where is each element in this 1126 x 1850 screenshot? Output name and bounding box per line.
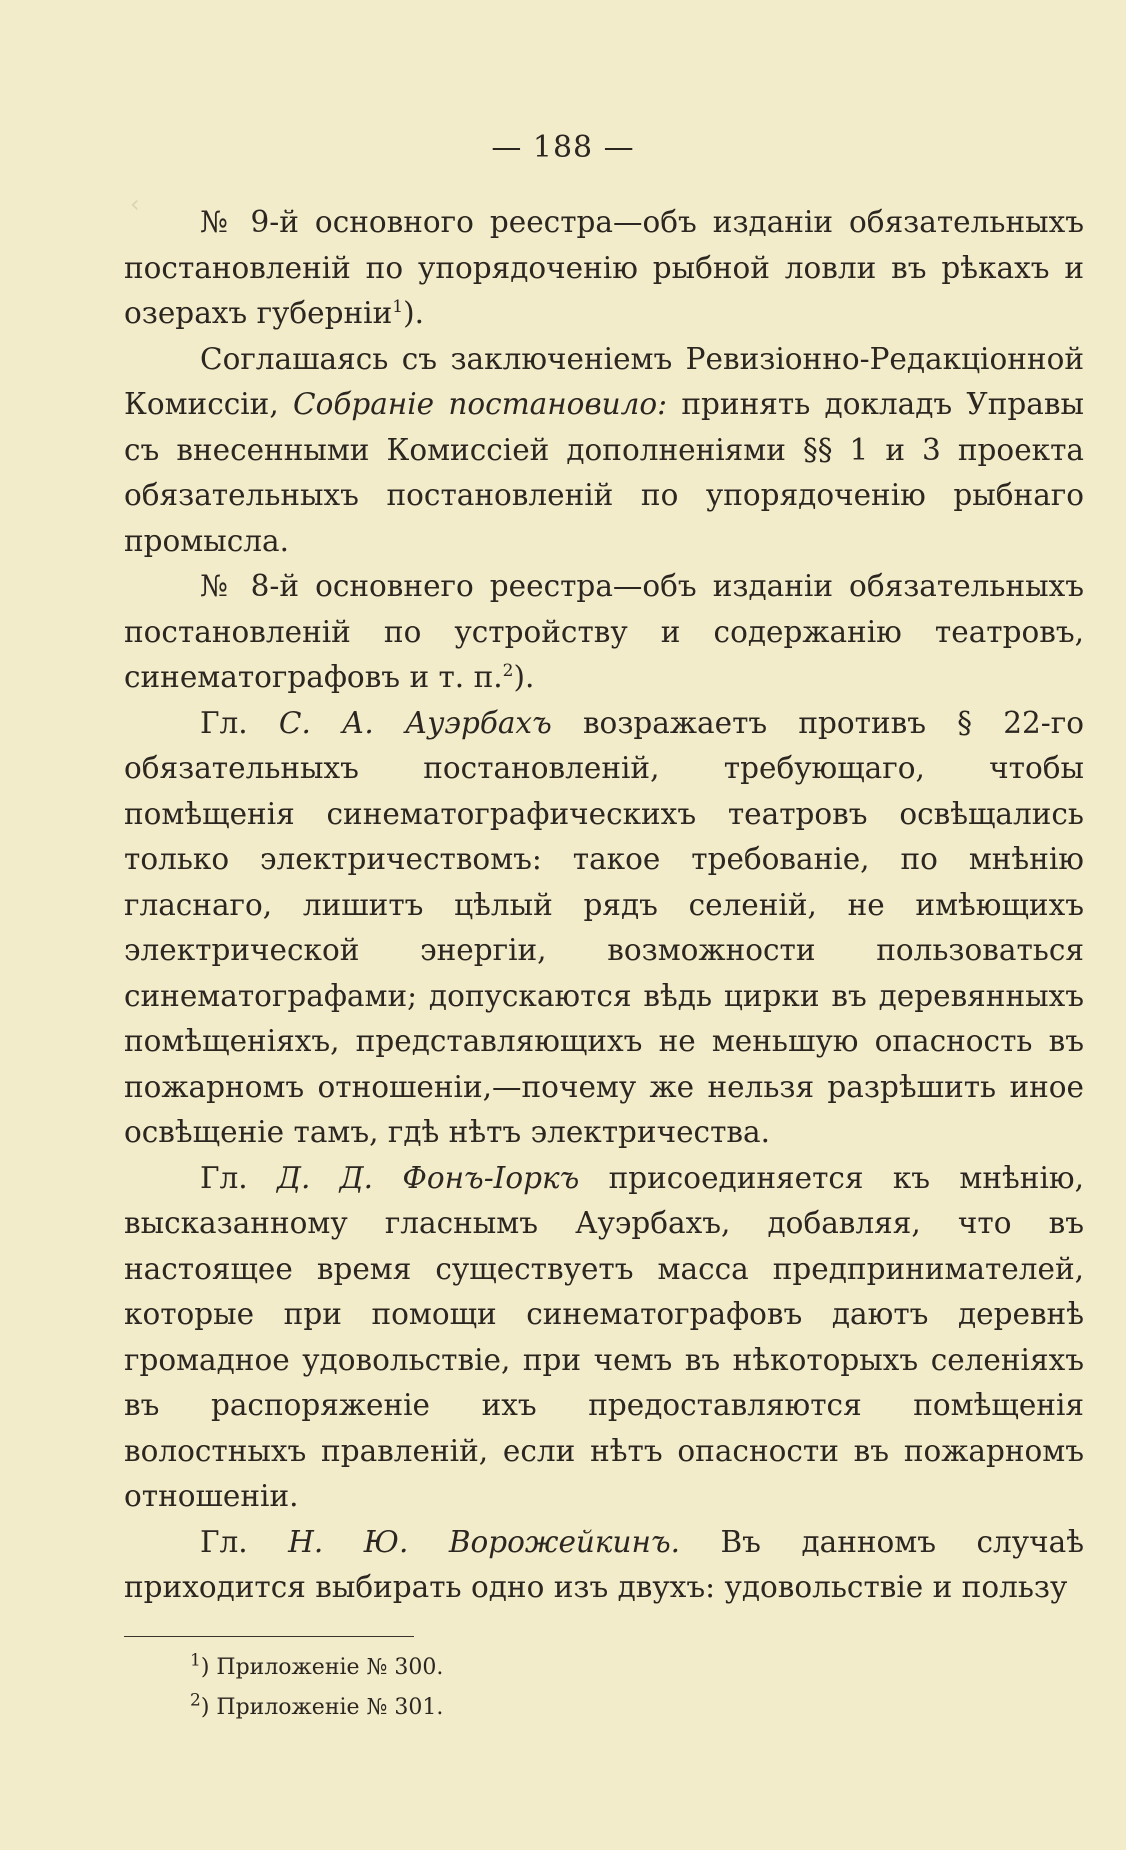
speaker-name: С. А. Ауэрбахъ [278, 705, 552, 740]
bleed-through-mark: ‹ [130, 190, 140, 218]
italic-phrase: Собраніе постановило: [293, 387, 668, 421]
paragraph-3: № 8-й основнего реестра—объ изданіи обязательныхъ постановленій по устройству и содержанію театровъ, синематографовъ и т. п.$^2$). [124, 569, 1084, 694]
paragraph-1: № 9-й основного реестра—объ изданіи обязательныхъ постановленій по упорядоченію рыбной ловли въ рѣкахъ и озерахъ губерніи$^1$). [124, 205, 1084, 330]
footnote-divider [124, 1636, 414, 1637]
page-number: — 188 — [491, 130, 635, 165]
footnote-ref-2: 2 [502, 661, 514, 682]
paragraph-4: Гл. С. А. Ауэрбахъ возражаетъ противъ § 22-го обязательныхъ постановленій, требующаго, чтобы помѣщенія синематографическихъ театровъ освѣщались только электричествомъ: такое требованіе, по мнѣнію гласнаго, лишитъ цѣлый рядъ селеній, не имѣющихъ электрической энергіи, возможности пользоваться синематографами; допускаются вѣдь цирки въ деревянныхъ помѣщеніяхъ, представляющихъ не меньшую опасность въ пожарномъ отношеніи,—почему же нельзя разрѣшить иное освѣщеніе тамъ, гдѣ нѣтъ электричества. [124, 705, 1084, 1149]
paragraph-2: Соглашаясь съ заключеніемъ Ревизіонно-Редакціонной Комиссіи, Собраніе постановило: принять докладъ Управы съ внесенными Комиссіей дополненіями §§ 1 и 3 проекта обязательныхъ постановленій по упорядоченію рыбнаго промысла. [124, 341, 1084, 558]
paragraph-5: Гл. Д. Д. Фонъ-Іоркъ присоединяется къ мнѣнію, высказанному гласнымъ Ауэрбахъ, добавляя, что въ настоящее время существуетъ масса предпринимателей, которые при помощи синематографовъ даютъ деревнѣ громадное удовольствіе, при чемъ въ нѣкоторыхъ селеніяхъ въ распоряженіе ихъ предоставляются помѣщенія волостныхъ правленій, если нѣтъ опасности въ пожарномъ отношеніи. [124, 1160, 1084, 1513]
footnote-1: $^1$) Приложеніе № 300. [190, 1650, 444, 1680]
footnote-ref-1: 1 [392, 297, 404, 318]
footnote-2: $^2$) Приложеніе № 301. [190, 1690, 444, 1720]
speaker-name: Д. Д. Фонъ-Іоркъ [276, 1160, 580, 1195]
footnotes [190, 1648, 443, 1728]
paragraph-6: Гл. Н. Ю. Ворожейкинъ. Въ данномъ случаѣ приходится выбирать одно изъ двухъ: удовольствіе и пользу [124, 1524, 1084, 1604]
body-text [124, 200, 1084, 1611]
speaker-name: Н. Ю. Ворожейкинъ. [288, 1524, 680, 1559]
